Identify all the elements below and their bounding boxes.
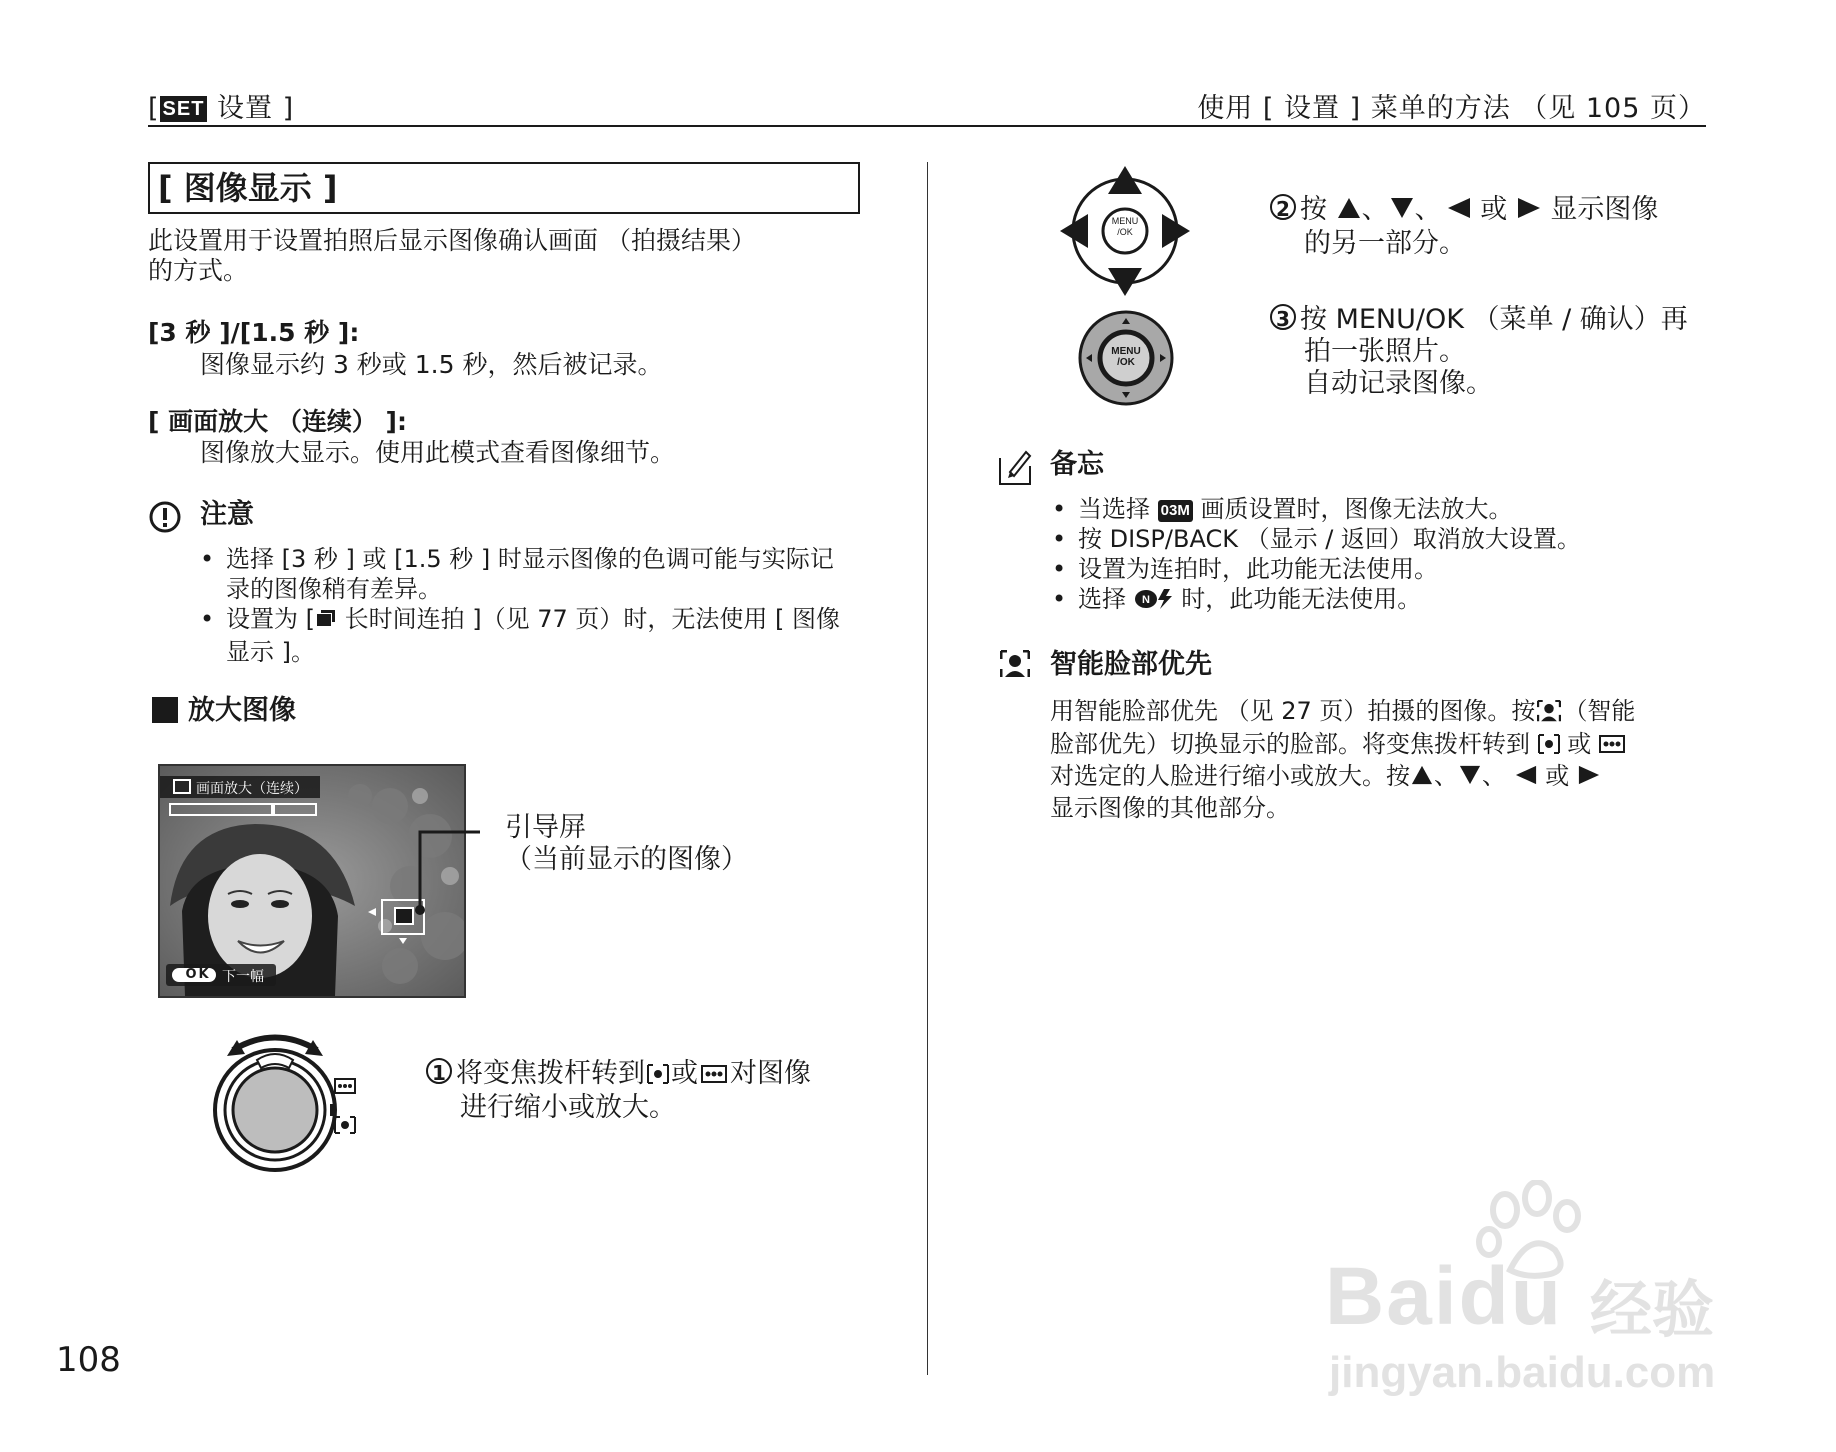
option-2-desc: 图像放大显示。使用此模式查看图像细节。 <box>200 438 676 467</box>
memo-title: 备忘 <box>1050 449 1104 480</box>
option-2-title: [ 画面放大 （连续） ]: <box>148 407 407 436</box>
ok-label: /OK <box>1117 357 1135 368</box>
no-flash-icon <box>1134 587 1174 617</box>
face-text: 、 <box>1482 762 1506 790</box>
intro-line: 的方式。 <box>148 256 249 285</box>
menu-label: MENU <box>1111 216 1139 226</box>
bullet-text: 当选择 <box>1078 495 1150 523</box>
face-text: 、 <box>1434 762 1458 790</box>
left-arrow-icon <box>1446 196 1472 228</box>
bullet-dot: • <box>200 545 215 573</box>
tele-icon <box>1599 730 1625 760</box>
watermark <box>1325 1180 1745 1410</box>
svg-text:N: N <box>1141 594 1150 606</box>
face-line3 <box>1050 761 1710 793</box>
step-text: 将变焦拨杆转到 <box>456 1058 645 1089</box>
bullet-text: 按 DISP/BACK （显示 / 返回）取消放大设置。 <box>1078 525 1581 553</box>
watermark-brand: Baidu <box>1325 1251 1563 1342</box>
face-text: 或 <box>1567 730 1592 758</box>
step-2-line2: 的另一部分。 <box>1304 228 1466 259</box>
left-arrow-icon <box>1514 763 1538 793</box>
menu-label: MENU <box>1111 346 1141 357</box>
face-detect-icon <box>1000 650 1030 678</box>
tele-icon <box>701 1059 727 1091</box>
callout-line <box>400 820 490 920</box>
column-divider <box>927 162 928 1375</box>
right-arrow-icon <box>1577 763 1601 793</box>
step-3 <box>1270 304 1710 400</box>
exclamation-circle-icon <box>148 500 182 534</box>
wide-icon <box>647 1060 669 1092</box>
quality-icon: 03M <box>1158 500 1193 522</box>
dpad-icon <box>1058 164 1192 298</box>
zoom-heading-text: 放大图像 <box>188 695 296 726</box>
step-text: 按 <box>1300 194 1327 225</box>
down-arrow-icon <box>1389 196 1415 228</box>
watermark-cn: 经验 <box>1590 1276 1715 1345</box>
zoom-lever-icon <box>205 1020 365 1180</box>
menu-ok-label <box>1105 216 1145 238</box>
step-text: 或 <box>1480 194 1508 225</box>
callout-line2: （当前显示的图像） <box>505 844 748 875</box>
up-arrow-icon <box>1410 763 1434 793</box>
option-1-desc: 图像显示约 3 秒或 1.5 秒，然后被记录。 <box>200 350 663 379</box>
bullet-dot: • <box>1052 555 1067 583</box>
callout-text <box>505 812 748 876</box>
header-left <box>148 86 294 125</box>
bullet-dot: • <box>1052 525 1067 553</box>
bullet-line <box>226 604 886 637</box>
step-2-line1 <box>1270 194 1710 228</box>
wide-icon <box>1538 731 1560 761</box>
bullet-text: 画质设置时，图像无法放大。 <box>1200 495 1513 523</box>
menu-ok-button-icon <box>1078 310 1174 406</box>
face-detect-icon <box>1537 699 1561 729</box>
face-line1 <box>1050 696 1710 729</box>
face-text: 或 <box>1545 762 1570 790</box>
bullet-text: 设置为连拍时，此功能无法使用。 <box>1078 555 1438 583</box>
set-icon: SET <box>160 96 208 122</box>
callout-line1: 引导屏 <box>505 812 586 843</box>
memo-bullet <box>1052 524 1698 554</box>
bullet-line: 录的图像稍有差异。 <box>226 575 442 603</box>
wide-icon <box>334 1116 356 1138</box>
tele-icon <box>334 1078 356 1098</box>
menu-ok-label <box>1106 346 1146 368</box>
face-text: （智能 <box>1563 697 1636 725</box>
ok-label: /OK <box>1117 227 1133 237</box>
face-line2 <box>1050 729 1710 761</box>
header-right: 使用 [ 设置 ] 菜单的方法 （见 105 页） <box>1197 93 1706 124</box>
up-arrow-icon <box>1336 196 1362 228</box>
lcd-mode-label: 画面放大（连续） <box>196 781 308 797</box>
caution-bullet <box>200 604 886 667</box>
memo-bullet <box>1052 584 1698 617</box>
step-number: 1 <box>426 1058 452 1084</box>
bullet-line: 显示 ]。 <box>226 638 315 666</box>
bracket: [ <box>148 93 160 124</box>
bullet-text: 选择 <box>1078 585 1126 613</box>
lcd-next-label: 下一幅 <box>222 969 264 985</box>
face-text: 脸部优先）切换显示的脸部。将变焦拨杆转到 <box>1050 730 1530 758</box>
step-3-line2: 拍一张照片。 <box>1304 336 1466 367</box>
caution-title: 注意 <box>200 499 254 530</box>
step-1-line1 <box>426 1058 906 1092</box>
bullet-dot: • <box>1052 585 1067 613</box>
step-text: 按 MENU/OK （菜单 / 确认）再 <box>1300 304 1688 335</box>
memo-bullet <box>1052 494 1698 524</box>
step-text: 、 <box>1361 194 1389 225</box>
face-text: 对选定的人脸进行缩小或放大。按 <box>1050 762 1410 790</box>
section-title: [ 图像显示 ] <box>148 162 860 214</box>
step-1 <box>426 1058 906 1124</box>
memo-bullet <box>1052 554 1698 584</box>
step-3-line1 <box>1270 304 1710 336</box>
face-body <box>1050 696 1710 823</box>
step-text: 或 <box>671 1058 698 1089</box>
step-3-line3: 自动记录图像。 <box>1304 368 1493 399</box>
down-arrow-icon <box>1458 763 1482 793</box>
intro-text <box>148 226 756 286</box>
lcd-ok-label: OK <box>185 967 211 982</box>
step-2 <box>1270 194 1710 260</box>
step-number: 3 <box>1270 304 1296 330</box>
memo-icon <box>996 446 1036 486</box>
step-number: 2 <box>1270 194 1296 220</box>
face-text: 用智能脸部优先 （见 27 页）拍摄的图像。按 <box>1050 697 1536 725</box>
bullet-text: 设置为 [ <box>226 605 315 633</box>
face-line4: 显示图像的其他部分。 <box>1050 794 1290 822</box>
bullet-dot: • <box>1052 495 1067 523</box>
bullet-dot: • <box>200 605 215 633</box>
right-arrow-icon <box>1516 196 1542 228</box>
face-title: 智能脸部优先 <box>1050 649 1212 680</box>
page-number: 108 <box>56 1340 121 1380</box>
zoom-heading <box>152 696 296 726</box>
step-text: 显示图像 <box>1550 194 1659 225</box>
watermark-url: jingyan.baidu.com <box>1329 1348 1716 1397</box>
square-bullet-icon <box>152 697 178 723</box>
step-1-line2: 进行缩小或放大。 <box>460 1092 676 1123</box>
bullet-line: 选择 [3 秒 ] 或 [1.5 秒 ] 时显示图像的色调可能与实际记 <box>226 545 834 573</box>
step-text: 、 <box>1414 194 1442 225</box>
option-1-title: [3 秒 ]/[1.5 秒 ]: <box>148 318 360 347</box>
intro-line: 此设置用于设置拍照后显示图像确认画面 （拍摄结果） <box>148 226 756 255</box>
step-text: 对图像 <box>730 1058 811 1089</box>
header-left-label: 设置 ] <box>217 93 295 124</box>
bullet-text: 长时间连拍 ]（见 77 页）时，无法使用 [ 图像 <box>337 605 841 633</box>
bullet-text: 时，此功能无法使用。 <box>1181 585 1422 613</box>
caution-bullet <box>200 544 866 604</box>
burst-icon <box>315 607 337 637</box>
header-rule <box>148 125 1706 127</box>
